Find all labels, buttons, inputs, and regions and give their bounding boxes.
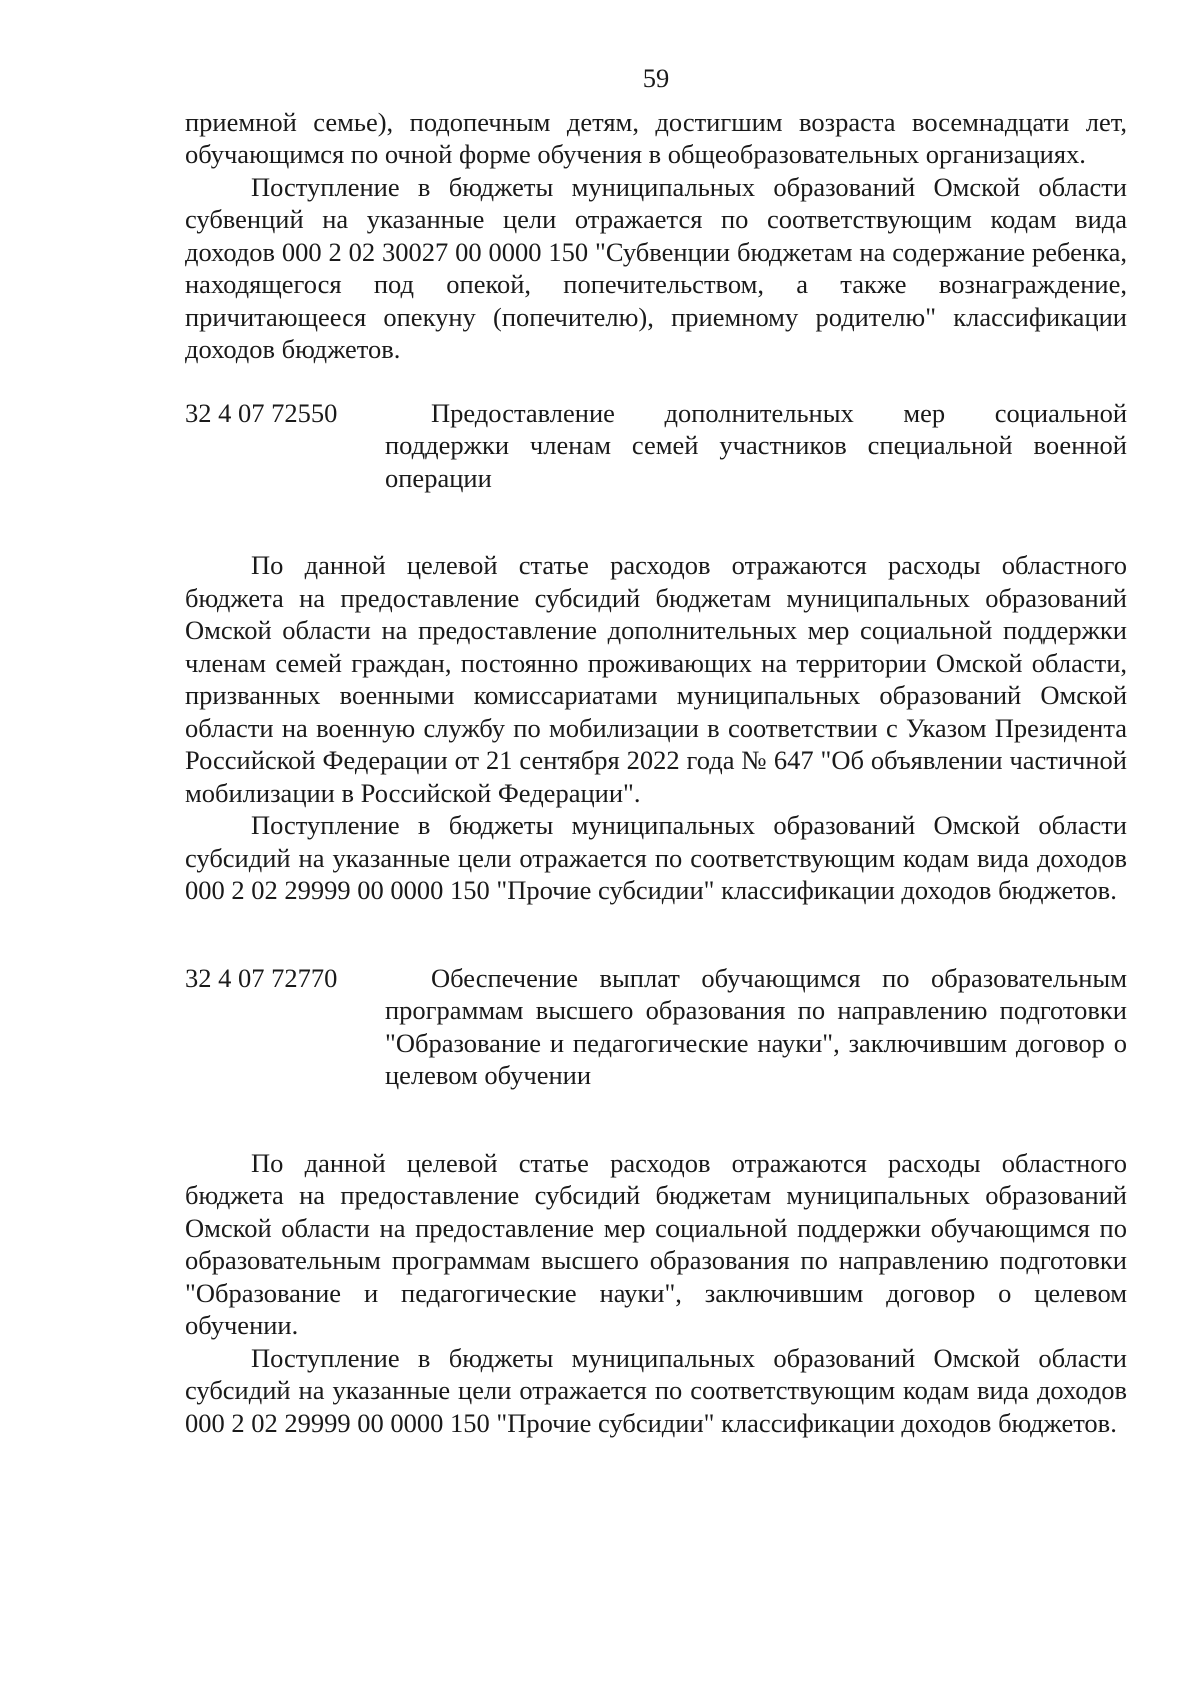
paragraph-continuation: приемной семье), подопечным детям, достигшим возраста восемнадцати лет, обучающимся по очной форме обучения в общеобразовательных организациях. bbox=[185, 106, 1127, 169]
budget-code-title: Предоставление дополнительных мер социальной поддержки членам семей участников специальной военной операции bbox=[385, 397, 1127, 493]
budget-code-title: Обеспечение выплат обучающимся по образовательным программам высшего образования по направлению подготовки "Образование и педагогические науки", заключившим договор о целевом обучении bbox=[385, 962, 1127, 1090]
paragraph-income-subsidies: Поступление в бюджеты муниципальных образований Омской области субсидий на указанные цели отражается по соответствующим кодам вида доходов 000 2 02 29999 00 0000 150 "Прочие субсидии" классификации доходов бюджетов. bbox=[185, 1342, 1127, 1438]
paragraph-income-subsidies: Поступление в бюджеты муниципальных образований Омской области субсидий на указанные цели отражается по соответствующим кодам вида доходов 000 2 02 29999 00 0000 150 "Прочие субсидии" классификации доходов бюджетов. bbox=[185, 810, 1127, 905]
budget-code: 32 4 07 72770 bbox=[185, 962, 338, 993]
paragraph-expense-description: По данной целевой статье расходов отражаются расходы областного бюджета на предоставление субсидий бюджетам муниципальных образований Омской области на предоставление дополнительных мер социальной поддержки членам семей граждан, постоянно проживающих на территории Омской области, призванных военными комиссариатами муниципальных образований Омской области на военную службу по мобилизации в соответствии с Указом Президента Российской Федерации от 21 сентября 2022 года № 647 "Об объявлении частичной мобилизации в Российской Федерации". bbox=[185, 550, 1127, 808]
budget-code-entry bbox=[185, 397, 1127, 495]
paragraph-expense-description: По данной целевой статье расходов отражаются расходы областного бюджета на предоставление субсидий бюджетам муниципальных образований Омской области на предоставление мер социальной поддержки обучающимся по образовательным программам высшего образования по направлению подготовки "Образование и педагогические науки", заключившим договор о целевом обучении. bbox=[185, 1147, 1127, 1340]
document-page bbox=[185, 62, 1127, 1439]
budget-code: 32 4 07 72550 bbox=[185, 397, 338, 428]
paragraph-income-subventions: Поступление в бюджеты муниципальных образований Омской области субвенций на указанные цели отражается по соответствующим кодам вида доходов 000 2 02 30027 00 0000 150 "Субвенции бюджетам на содержание ребенка, находящегося под опекой, попечительством, а также вознаграждение, причитающееся опекуну (попечителю), приемному родителю" классификации доходов бюджетов. bbox=[185, 171, 1127, 364]
budget-code-entry bbox=[185, 962, 1127, 1092]
page-number: 59 bbox=[642, 63, 670, 93]
